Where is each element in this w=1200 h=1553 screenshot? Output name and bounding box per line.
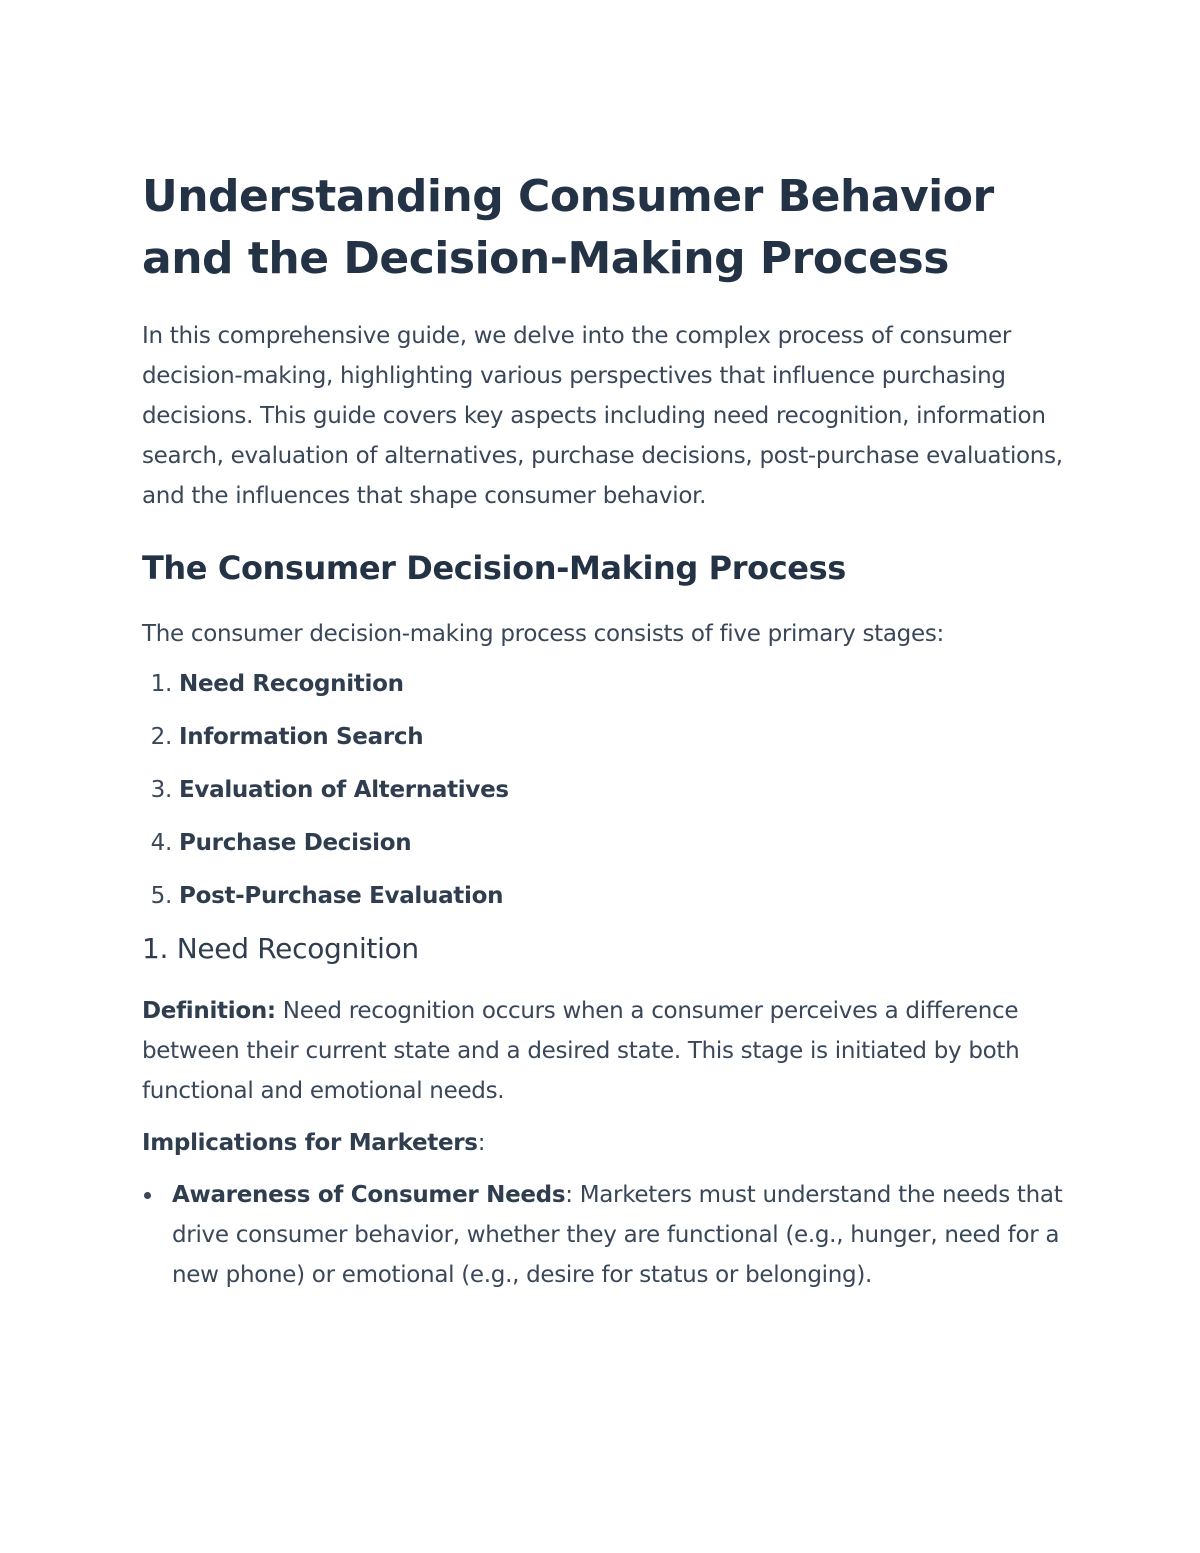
implications-list (142, 1175, 1072, 1295)
definition-paragraph (142, 991, 1072, 1111)
list-item-number: 3. (150, 777, 172, 803)
bullet-text: Marketers must understand the needs that drive consumer behavior, whether they are functional (e.g., hunger, need for a new phone) or emotional (e.g., desire for status or belonging). (172, 1182, 1063, 1288)
definition-label: Definition: (142, 998, 276, 1024)
list-item-number: 2. (150, 724, 172, 750)
section-lead: The consumer decision-making process consists of five primary stages: (142, 621, 944, 647)
document-page (142, 166, 1072, 1295)
list-item-number: 4. (150, 830, 172, 856)
list-item-label: Post-Purchase Evaluation (179, 883, 504, 909)
list-item-number: 5. (150, 883, 172, 909)
implications-heading (142, 1125, 1072, 1161)
list-item (142, 719, 1072, 755)
subsection-heading: 1. Need Recognition (142, 932, 419, 965)
bullet-colon: : (565, 1182, 573, 1208)
list-item-number: 1. (150, 671, 172, 697)
list-item (142, 878, 1072, 914)
list-item (142, 825, 1072, 861)
list-item (142, 1175, 1072, 1295)
bullet-label: Awareness of Consumer Needs (172, 1182, 566, 1208)
section-heading: The Consumer Decision-Making Process (142, 549, 846, 587)
implications-label: Implications for Marketers (142, 1130, 478, 1156)
intro-paragraph: In this comprehensive guide, we delve into the complex process of consumer decision-making, highlighting various perspectives that influence purchasing decisions. This guide covers key aspects including need recognition, information search, evaluation of alternatives, purchase decisions, post-purchase evaluations, and the influences that shape consumer behavior. (142, 323, 1063, 509)
definition-text: Need recognition occurs when a consumer perceives a difference between their current state and a desired state. This stage is initiated by both functional and emotional needs. (142, 998, 1020, 1104)
document-title: Understanding Consumer Behavior and the Decision-Making Process (142, 171, 994, 284)
stages-list (142, 666, 1072, 914)
list-item (142, 772, 1072, 808)
list-item (142, 666, 1072, 702)
implications-colon: : (477, 1130, 486, 1156)
list-item-label: Need Recognition (179, 671, 404, 697)
list-item-label: Evaluation of Alternatives (179, 777, 509, 803)
list-item-label: Information Search (179, 724, 424, 750)
list-item-label: Purchase Decision (179, 830, 412, 856)
bullet-icon (144, 1192, 151, 1199)
